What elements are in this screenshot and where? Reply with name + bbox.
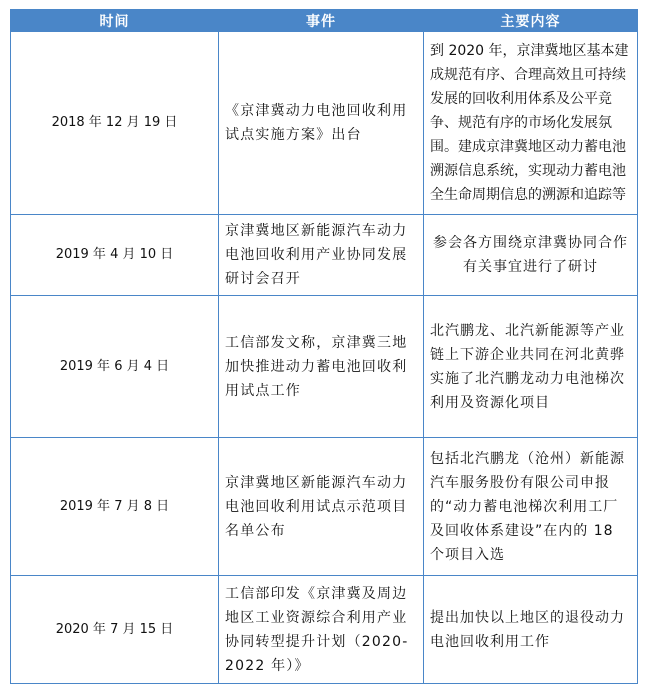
row-event: 京津冀地区新能源汽车动力电池回收利用产业协同发展研讨会召开 (219, 215, 424, 296)
events-table (10, 9, 638, 684)
table-container (10, 9, 637, 684)
row-time: 2019 年 6 月 4 日 (11, 296, 219, 438)
row-time: 2019 年 4 月 10 日 (11, 215, 219, 296)
row-event: 工信部印发《京津冀及周边地区工业资源综合利用产业协同转型提升计划（2020-2022 年）》 (219, 576, 424, 684)
row-content: 包括北汽鹏龙（沧州）新能源汽车服务股份有限公司申报的“动力蓄电池梯次利用工厂及回收体系建设”在内的 18 个项目入选 (424, 438, 638, 576)
row-time: 2018 年 12 月 19 日 (11, 32, 219, 215)
row-time: 2019 年 7 月 8 日 (11, 438, 219, 576)
header-time: 时间 (11, 10, 219, 32)
row-content: 北汽鹏龙、北汽新能源等产业链上下游企业共同在河北黄骅实施了北汽鹏龙动力电池梯次利用及资源化项目 (424, 296, 638, 438)
header-content: 主要内容 (424, 10, 638, 32)
table-row (11, 296, 638, 438)
row-event: 工信部发文称，京津冀三地加快推进动力蓄电池回收利用试点工作 (219, 296, 424, 438)
row-content: 参会各方围绕京津冀协同合作有关事宜进行了研讨 (424, 215, 638, 296)
table-row (11, 576, 638, 684)
row-content: 提出加快以上地区的退役动力电池回收利用工作 (424, 576, 638, 684)
row-content: 到 2020 年，京津冀地区基本建成规范有序、合理高效且可持续发展的回收利用体系及公平竞争、规范有序的市场化发展氛围。建成京津冀地区动力蓄电池溯源信息系统，实现动力蓄电池全生命周期信息的溯源和追踪等 (424, 32, 638, 215)
row-event: 京津冀地区新能源汽车动力电池回收利用试点示范项目名单公布 (219, 438, 424, 576)
table-row (11, 438, 638, 576)
row-time: 2020 年 7 月 15 日 (11, 576, 219, 684)
table-row (11, 32, 638, 215)
table-row (11, 215, 638, 296)
table-header-row (11, 10, 638, 32)
header-event: 事件 (219, 10, 424, 32)
row-event: 《京津冀动力电池回收利用试点实施方案》出台 (219, 32, 424, 215)
